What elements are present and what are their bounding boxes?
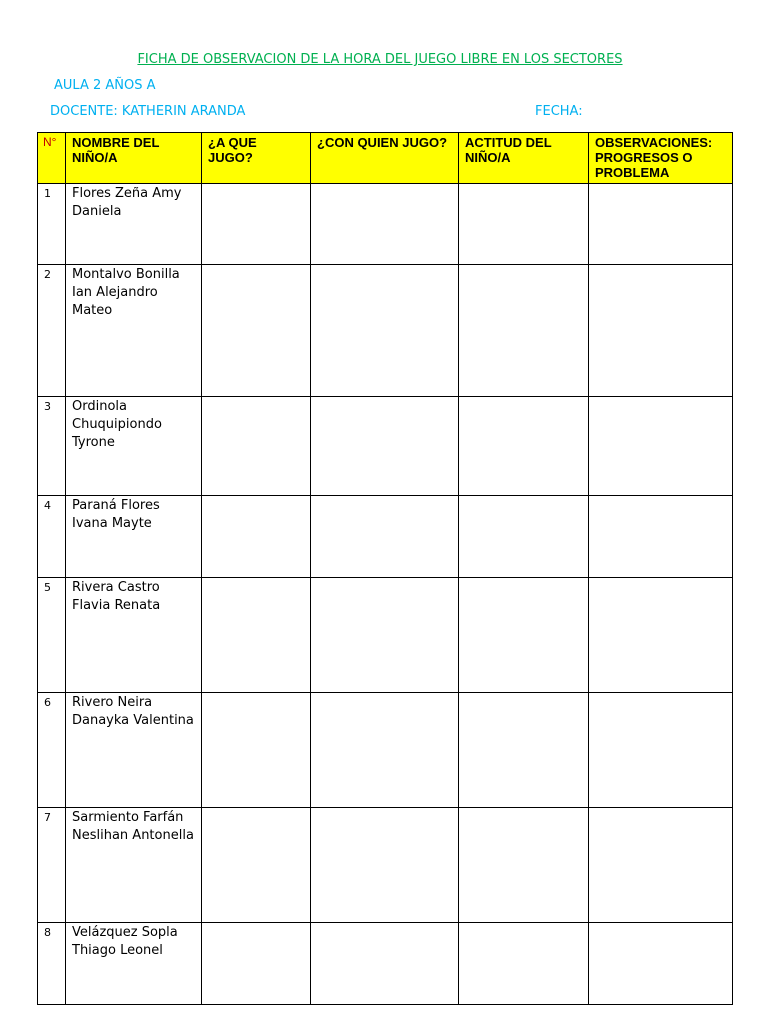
date-label: FECHA: (535, 104, 583, 119)
document-title: FICHA DE OBSERVACION DE LA HORA DEL JUEGO LIBRE EN LOS SECTORES (137, 52, 623, 67)
what-played-cell[interactable] (202, 808, 311, 923)
what-played-cell[interactable] (202, 693, 311, 808)
table-row (38, 184, 733, 265)
header-observations: OBSERVACIONES: PROGRESOS O PROBLEMA (589, 133, 733, 184)
row-number-cell: 1 (38, 184, 66, 265)
table-row (38, 578, 733, 693)
played-with-cell[interactable] (311, 808, 459, 923)
played-with-cell[interactable] (311, 496, 459, 578)
played-with-cell[interactable] (311, 184, 459, 265)
row-number-cell: 4 (38, 496, 66, 578)
child-name-cell: Velázquez Sopla Thiago Leonel (66, 923, 202, 1005)
played-with-cell[interactable] (311, 923, 459, 1005)
what-played-cell[interactable] (202, 496, 311, 578)
table-row (38, 693, 733, 808)
row-number-cell: 2 (38, 265, 66, 397)
played-with-cell[interactable] (311, 397, 459, 496)
table-row (38, 808, 733, 923)
child-name-cell: Rivera Castro Flavia Renata (66, 578, 202, 693)
table-header-row (38, 133, 733, 184)
row-number-cell: 3 (38, 397, 66, 496)
table-row (38, 496, 733, 578)
attitude-cell[interactable] (459, 923, 589, 1005)
header-what-played: ¿A QUE JUGO? (202, 133, 311, 184)
attitude-cell[interactable] (459, 693, 589, 808)
attitude-cell[interactable] (459, 578, 589, 693)
child-name-cell: Sarmiento Farfán Neslihan Antonella (66, 808, 202, 923)
header-child-name: NOMBRE DEL NIÑO/A (66, 133, 202, 184)
what-played-cell[interactable] (202, 578, 311, 693)
observations-cell[interactable] (589, 496, 733, 578)
row-number-cell: 8 (38, 923, 66, 1005)
child-name-cell: Flores Zeña Amy Daniela (66, 184, 202, 265)
row-number-cell: 5 (38, 578, 66, 693)
table-row (38, 923, 733, 1005)
row-number-cell: 6 (38, 693, 66, 808)
child-name-cell: Rivero Neira Danayka Valentina (66, 693, 202, 808)
child-name-cell: Paraná Flores Ivana Mayte (66, 496, 202, 578)
observations-cell[interactable] (589, 923, 733, 1005)
attitude-cell[interactable] (459, 496, 589, 578)
observations-cell[interactable] (589, 808, 733, 923)
child-name-cell: Ordinola Chuquipiondo Tyrone (66, 397, 202, 496)
attitude-cell[interactable] (459, 808, 589, 923)
header-attitude: ACTITUD DEL NIÑO/A (459, 133, 589, 184)
teacher-label: DOCENTE: KATHERIN ARANDA (50, 104, 246, 119)
attitude-cell[interactable] (459, 397, 589, 496)
classroom-label: AULA 2 AÑOS A (54, 78, 156, 93)
header-played-with: ¿CON QUIEN JUGO? (311, 133, 459, 184)
table-row (38, 397, 733, 496)
played-with-cell[interactable] (311, 265, 459, 397)
observations-cell[interactable] (589, 397, 733, 496)
observations-cell[interactable] (589, 265, 733, 397)
header-number: N° (38, 133, 66, 184)
what-played-cell[interactable] (202, 184, 311, 265)
played-with-cell[interactable] (311, 578, 459, 693)
played-with-cell[interactable] (311, 693, 459, 808)
observations-cell[interactable] (589, 693, 733, 808)
table-row (38, 265, 733, 397)
what-played-cell[interactable] (202, 265, 311, 397)
row-number-cell: 7 (38, 808, 66, 923)
observation-table (37, 132, 733, 1005)
observations-cell[interactable] (589, 578, 733, 693)
child-name-cell: Montalvo Bonilla Ian Alejandro Mateo (66, 265, 202, 397)
observations-cell[interactable] (589, 184, 733, 265)
attitude-cell[interactable] (459, 265, 589, 397)
what-played-cell[interactable] (202, 397, 311, 496)
what-played-cell[interactable] (202, 923, 311, 1005)
attitude-cell[interactable] (459, 184, 589, 265)
